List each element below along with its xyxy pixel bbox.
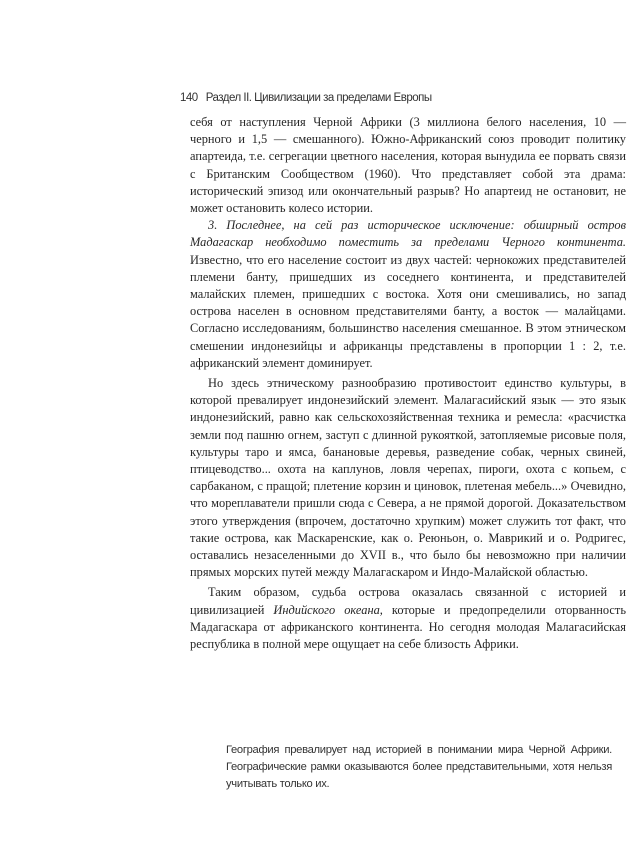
paragraph-4-end: которые и предопределили оторванность Мадагаскара от африканского континента. Но сегодня молодая Малагасийская республика в полной мере ощущает на себе близость Африки.: [190, 602, 626, 652]
main-text: [190, 114, 626, 653]
paragraph-2-body: Известно, что его население состоит из двух частей: чернокожих представителей племени банту, пришедших из соседнего континента, и представителей малайских племен, пришедших с востока. Хотя они смешивались, но запад острова населен в основном представителями банту, а восток — малайцами. Согласно исследованиям, большинство населения смешанное. В этом этническом смешении индонезийцы и африканцы представлены в пропорции 1 : 2, т.е. африканский элемент доминирует.: [190, 252, 626, 370]
paragraph-1: себя от наступления Черной Африки (3 миллиона белого населения, 10 — черного и 1,5 — смешанного). Южно-Африканский союз проводит политику апартеида, т.е. сегрегации цветного населения, которая вынудила ее порвать связи с Британским Сообществом (1960). Что представляет собой эта драма: исторический эпизод или окончательный разрыв? Но апартеид не остановит, не может остановить колесо истории.: [190, 115, 626, 216]
paragraph-3: Но здесь этническому разнообразию противостоит единство культуры, в которой превалирует индонезийский элемент. Малагасийский язык — это язык индонезийский, равно как сельскохозяйственная техника и ремесла: «расчистка земли под пашню огнем, заступ с длинной рукояткой, затопляемые рисовые поля, культуры таро и ямса, банановые деревья, разведение собак, черных свиней, птицеводство... охота на каплунов, ловля черепах, пироги, охота с копьем, с сарбаканом, с пращой; плетение корзин и циновок, плетеная мебель...» Очевидно, что мореплаватели пришли сюда с Севера, а не прямой дорогой. Доказательством этого утверждения (впрочем, достаточно хрупким) может служить тот факт, что такие острова, как Маскаренские, как о. Реюньон, о. Маврикий и о. Родригес, оставались незаселенными до XVII в., что было бы невозможно при наличии прямых морских путей между Малагаскаром и Индо-Малайской областью.: [190, 376, 626, 580]
summary-box: География превалирует над историей в понимании мира Черной Африки. Географические рамки оказываются более представительными, хотя нельзя учитывать только их.: [226, 744, 612, 790]
running-title: Раздел II. Цивилизации за пределами Европы: [205, 92, 432, 104]
running-head: [180, 92, 432, 104]
paragraph-4-italic: Индийского океана,: [273, 602, 383, 617]
paragraph-4: [190, 584, 626, 653]
paragraph-2-italic-lead: 3. Последнее, на сей раз историческое исключение: обширный остров Мадагаскар необходимо поместить за пределами Черного континента.: [190, 218, 626, 250]
page-number: 140: [180, 92, 198, 104]
paragraph-4-start: Таким образом, судьба острова оказалась связанной с историей и цивилизацией: [190, 585, 626, 617]
paragraph-2: [190, 217, 626, 372]
